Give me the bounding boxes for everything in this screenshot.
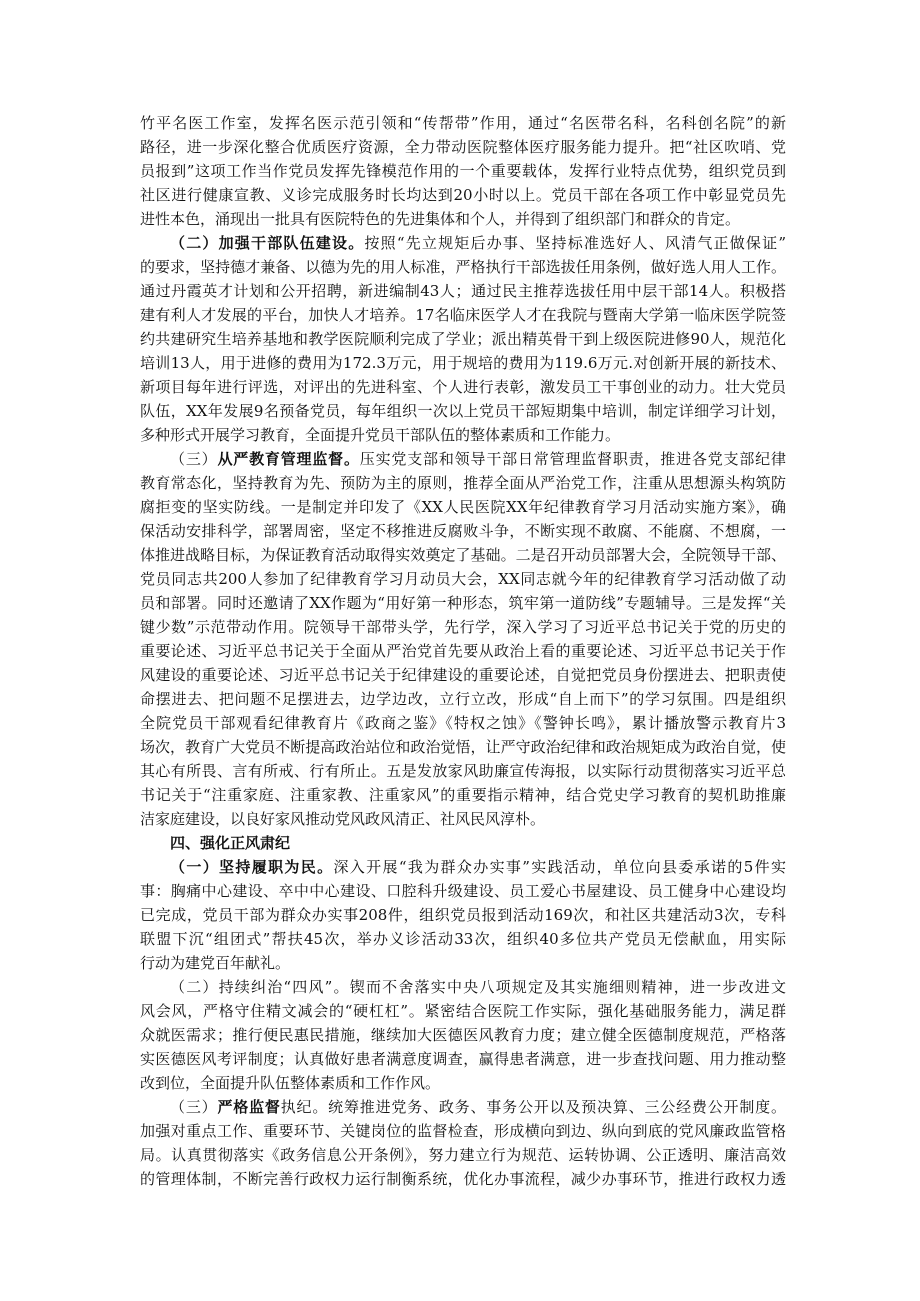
text-line: 社区进行健康宣教、义诊完成服务时长均达到20小时以上。党员干部在各项工作中彰显党员先	[140, 186, 786, 204]
paragraph-heading: 从严教育管理监督。	[217, 450, 360, 468]
text-line: 全院党员干部观看纪律教育片《政商之鉴》《特权之蚀》《警钟长鸣》，累计播放警示教育片3	[140, 714, 786, 732]
paragraph-strict-supervision	[140, 1095, 786, 1191]
text-line: 腐拒变的坚实防线。一是制定并印发了《XX人民医院XX年纪律教育学习月活动实施方案》，确	[140, 498, 786, 516]
text-run: 深入开展“我为群众办实事”实践活动，单位向县委承诺的5件实	[333, 858, 786, 876]
paragraph-heading: （一）坚持履职为民。	[170, 858, 334, 876]
paragraph-education-supervision	[140, 447, 786, 831]
text-line: 培训13人，用于进修的费用为172.3万元，用于规培的费用为119.6万元.对创新开展的新技术、	[140, 354, 786, 372]
document-page	[140, 111, 786, 1191]
text-run: 压实党支部和领导干部日常管理监督职责，推进各党支部纪律	[359, 450, 786, 468]
paragraph-cadre-team	[140, 231, 786, 447]
text-line: 加强对重点工作、重要环节、关键岗位的监督检查，形成横向到边、纵向到底的党风廉政监管格	[140, 1122, 786, 1140]
paragraph-continuation	[140, 111, 786, 231]
text-line: 的管理体制，不断完善行政权力运行制衡系统，优化办事流程，减少办事环节，推进行政权力透	[140, 1170, 786, 1188]
text-line: 竹平名医工作室，发挥名医示范引领和“传帮带”作用，通过“名医带名科，名科创名院”的新	[140, 114, 786, 132]
text-line: 员和部署。同时还邀请了XX作题为“用好第一种形态，筑牢第一道防线”专题辅导。三是发挥“关	[140, 594, 786, 612]
text-line: （二）持续纠治“四风”。锲而不舍落实中央八项规定及其实施细则精神，进一步改进文	[170, 978, 786, 996]
paragraph-serve-people	[140, 855, 786, 975]
text-run: 按照“先立规矩后办事、坚持标准选好人、风清气正做保证”	[364, 234, 786, 252]
text-line: 风会风，严格守住精文减会的“硬杠杠”。紧密结合医院工作实际，强化基础服务能力，满足群	[140, 1002, 786, 1020]
text-run: 执纪。统筹推进党务、政务、事务公开以及预决算、三公经费公开制度。	[280, 1098, 786, 1116]
text-line	[140, 1095, 786, 1119]
text-line: 局。认真贯彻落实《政务信息公开条例》，努力建立行为规范、运转协调、公正透明、廉洁高效	[140, 1146, 786, 1164]
text-line: 体推进战略目标，为保证教育活动取得实效奠定了基础。二是召开动员部署大会，全院领导干部、	[140, 546, 786, 564]
paragraph-number: （三）	[170, 450, 218, 468]
text-line: 命摆进去、把问题不足摆进去，边学边改，立行立改，形成“自上而下”的学习氛围。四是组织	[140, 690, 786, 708]
text-line: 风建设的重要论述、习近平总书记关于纪律建设的重要论述，自觉把党员身份摆进去、把职责使	[140, 666, 786, 684]
text-line: 事：胸痛中心建设、卒中中心建设、口腔科升级建设、员工爱心书屋建设、员工健身中心建设均	[140, 882, 786, 900]
text-line: 改到位，全面提升队伍整体素质和工作作风。	[140, 1074, 441, 1092]
text-line	[140, 855, 786, 879]
text-line: 的要求，坚持德才兼备、以德为先的用人标准，严格执行干部选拔任用条例，做好选人用人工作。	[140, 258, 786, 276]
text-line: 书记关于“注重家庭、注重家教、注重家风”的重要指示精神，结合党史学习教育的契机助推廉	[140, 786, 786, 804]
text-line: 约共建研究生培养基地和教学医院顺利完成了学业；派出精英骨干到上级医院进修90人，规范化	[140, 330, 786, 348]
text-line: 场次，教育广大党员不断提高政治站位和政治觉悟，让严守政治纪律和政治规矩成为政治自觉，使	[140, 738, 786, 756]
text-line: 队伍，XX年发展9名预备党员，每年组织一次以上党员干部短期集中培训，制定详细学习计划，	[140, 402, 786, 420]
text-line	[140, 447, 786, 471]
section-heading: 四、强化正风肃纪	[170, 834, 291, 852]
text-line: 员报到”这项工作当作党员发挥先锋模范作用的一个重要载体，发挥行业特点优势，组织党员到	[140, 162, 786, 180]
paragraph-heading: （二）加强干部队伍建设。	[170, 234, 365, 252]
text-line: 路径，进一步深化整合优质医疗资源，全力带动医院整体医疗服务能力提升。把“社区吹哨、党	[140, 138, 786, 156]
text-line: 多种形式开展学习教育，全面提升党员干部队伍的整体素质和工作能力。	[140, 426, 621, 444]
text-line: 保活动安排科学，部署周密，坚定不移推进反腐败斗争，不断实现不敢腐、不能腐、不想腐，一	[140, 522, 786, 540]
text-line: 已完成，党员干部为群众办实事208件，组织党员报到活动169次，和社区共建活动3次，专科	[140, 906, 786, 924]
text-line: 进性本色，涌现出一批具有医院特色的先进集体和个人，并得到了组织部门和群众的肯定。	[140, 210, 741, 228]
text-line: 通过丹霞英才计划和公开招聘，新进编制43人；通过民主推荐选拔任用中层干部14人。积极搭	[140, 282, 786, 300]
text-line: 众就医需求；推行便民惠民措施，继续加大医德医风教育力度；建立健全医德制度规范，严格落	[140, 1026, 786, 1044]
text-line: 键少数”示范带动作用。院领导干部带头学，先行学，深入学习了习近平总书记关于党的历史的	[140, 618, 786, 636]
text-line: 行动为建党百年献礼。	[140, 954, 291, 972]
paragraph-four-winds	[140, 975, 786, 1095]
text-line: 洁家庭建设，以良好家风推动党风政风清正、社风民风淳朴。	[140, 810, 546, 828]
text-line: 重要论述、习近平总书记关于全面从严治党首先要从政治上看的重要论述、习近平总书记关于作	[140, 642, 786, 660]
text-line: 实医德医风考评制度；认真做好患者满意度调查，赢得患者满意，进一步查找问题、用力推动整	[140, 1050, 786, 1068]
paragraph-number: （三）	[170, 1098, 218, 1116]
text-line: 党员同志共200人参加了纪律教育学习月动员大会，XX同志就今年的纪律教育学习活动做了动	[140, 570, 786, 588]
text-line: 建有利人才发展的平台，加快人才培养。17名临床医学人才在我院与暨南大学第一临床医学院签	[140, 306, 786, 324]
text-line: 其心有所畏、言有所戒、行有所止。五是发放家风助廉宣传海报，以实际行动贯彻落实习近平总	[140, 762, 786, 780]
text-line: 教育常态化，坚持教育为先、预防为主的原则，推荐全面从严治党工作，注重从思想源头构筑防	[140, 474, 786, 492]
text-line	[140, 231, 786, 255]
text-line: 新项目每年进行评选，对评出的先进科室、个人进行表彰，激发员工干事创业的动力。壮大党员	[140, 378, 786, 396]
paragraph-heading: 严格监督	[217, 1098, 281, 1116]
text-line: 联盟下沉“组团式”帮扶45次，举办义诊活动33次，组织40多位共产党员无偿献血，用实际	[140, 930, 786, 948]
